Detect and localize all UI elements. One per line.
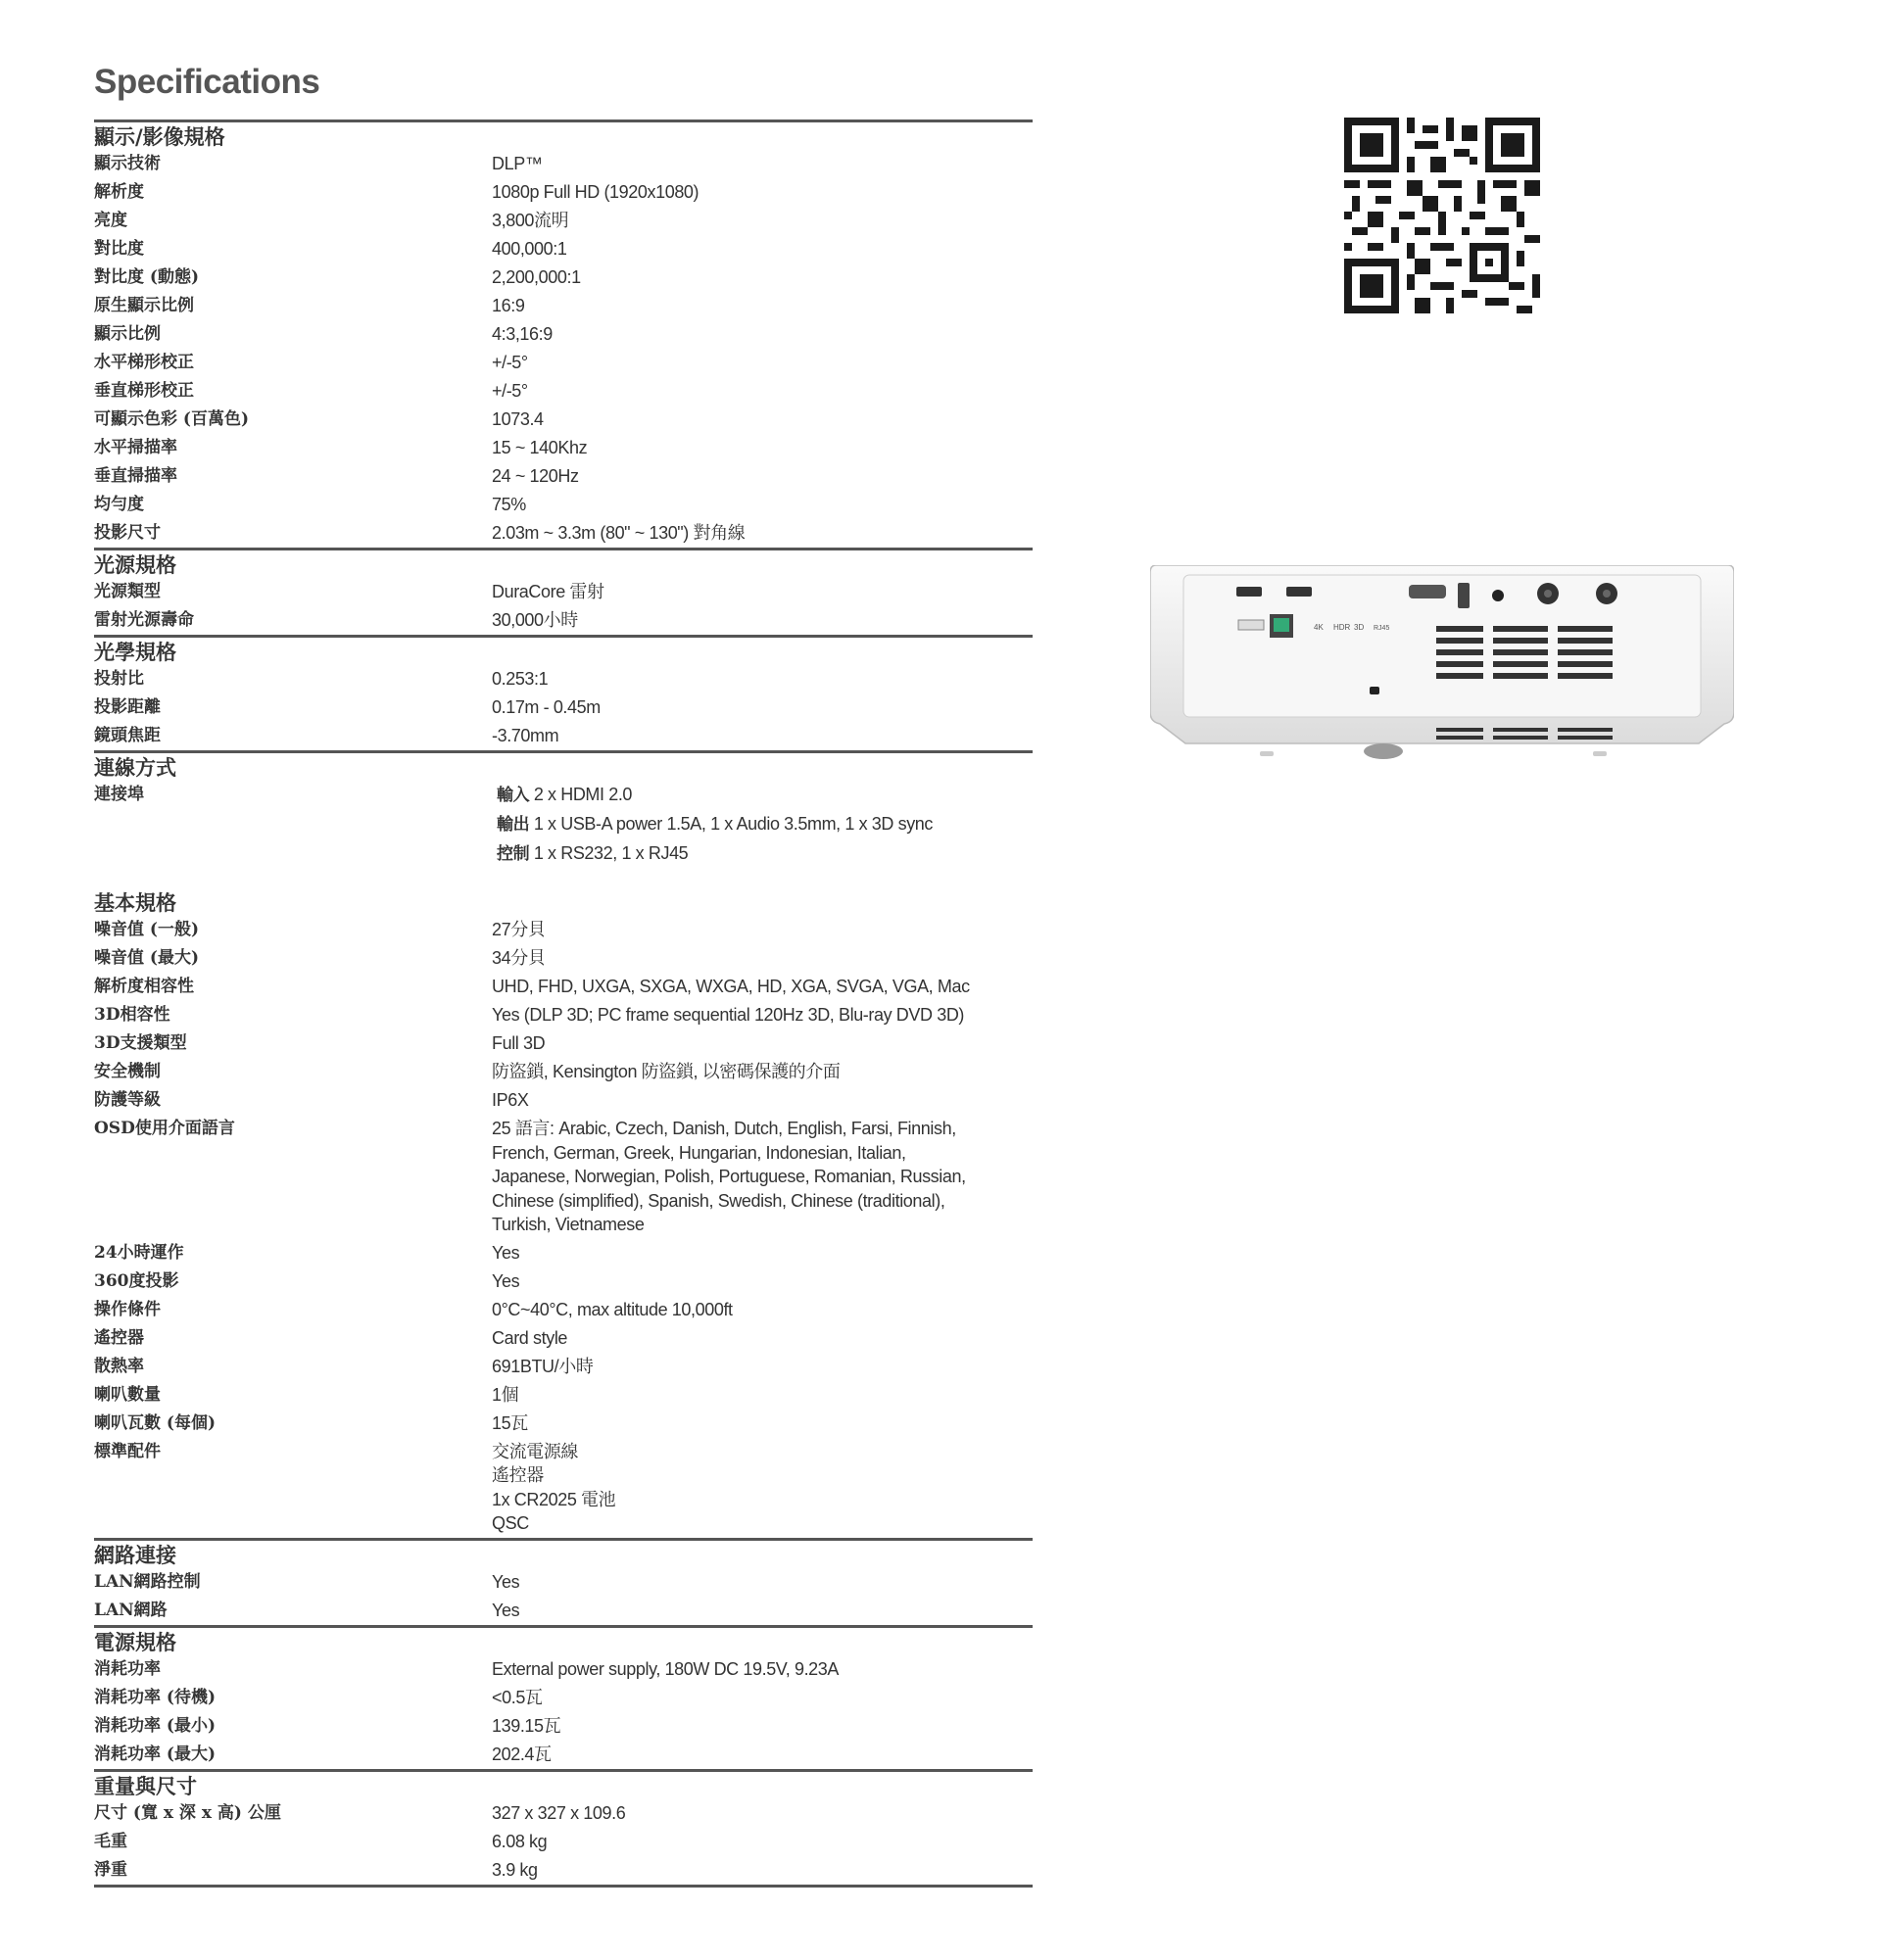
- spec-row: [94, 1856, 1033, 1885]
- spec-value: +/-5°: [492, 353, 528, 372]
- spec-row: [94, 1684, 1033, 1712]
- spec-row: [94, 292, 1033, 320]
- spec-row: [94, 1712, 1033, 1741]
- section-general: [94, 888, 1033, 1538]
- value-line: 1x CR2025 電池: [492, 1489, 616, 1509]
- spec-label: 水平掃描率: [94, 438, 177, 457]
- spec-row: [94, 693, 1033, 722]
- spec-row-ports: [94, 781, 1033, 869]
- spec-label: 24小時運作: [94, 1242, 184, 1263]
- value-line: 交流電源線: [492, 1441, 578, 1461]
- spec-row: [94, 207, 1033, 235]
- spec-value: DLP™: [492, 154, 543, 173]
- spec-label: 消耗功率: [94, 1658, 161, 1679]
- spec-value: 27分貝: [492, 920, 546, 939]
- spec-value: 1080p Full HD (1920x1080): [492, 182, 699, 202]
- spec-value: 1個: [492, 1384, 519, 1405]
- spec-row: [94, 434, 1033, 462]
- spec-row: [94, 1568, 1033, 1597]
- spec-value-ports: [492, 781, 1033, 869]
- section-title: 光源規格: [94, 552, 176, 577]
- spec-label: 對比度 (動態): [94, 267, 200, 287]
- spec-label: 亮度: [94, 211, 127, 230]
- spec-label: 原生顯示比例: [94, 296, 194, 315]
- ports-input-value: 2 x HDMI 2.0: [533, 785, 633, 804]
- spec-row: [94, 349, 1033, 377]
- badge-4k: 4K: [1314, 623, 1324, 632]
- spec-label: 垂直梯形校正: [94, 381, 194, 401]
- spec-row: [94, 1001, 1033, 1029]
- spec-row: [94, 263, 1033, 292]
- value-line: Japanese, Norwegian, Polish, Portuguese, Romanian, Russian,: [492, 1167, 966, 1186]
- spec-label: OSD使用介面語言: [94, 1119, 235, 1138]
- spec-row: [94, 1799, 1033, 1828]
- spec-row: [94, 519, 1033, 548]
- value-line: QSC: [492, 1513, 529, 1533]
- spec-value: +/-5°: [492, 381, 528, 401]
- spec-value: 327 x 327 x 109.6: [492, 1802, 626, 1823]
- spec-label: 均勻度: [94, 495, 144, 514]
- spec-row: [94, 1597, 1033, 1625]
- spec-row: [94, 235, 1033, 263]
- section-title: 重量與尺寸: [94, 1773, 197, 1798]
- spec-label: 可顯示色彩 (百萬色): [94, 409, 250, 429]
- spec-label: 操作條件: [94, 1299, 161, 1319]
- spec-row: [94, 1267, 1033, 1296]
- spec-row: [94, 406, 1033, 434]
- ports-control: [497, 839, 1033, 869]
- spec-row: [94, 1353, 1033, 1381]
- spec-label: 尺寸 (寬 x 深 x 高) 公厘: [94, 1802, 281, 1823]
- spec-row: [94, 178, 1033, 207]
- spec-value: 30,000小時: [492, 610, 578, 630]
- spec-value: 75%: [492, 495, 526, 514]
- spec-row: [94, 1029, 1033, 1058]
- spec-value: 3,800流明: [492, 211, 569, 230]
- spec-label: 淨重: [94, 1859, 127, 1880]
- spec-label: 光源類型: [94, 582, 161, 601]
- section-title: 基本規格: [94, 890, 176, 915]
- spec-row: [94, 665, 1033, 693]
- spec-value: <0.5瓦: [492, 1687, 543, 1707]
- projector-rear-image: [1150, 565, 1734, 761]
- spec-label: 水平梯形校正: [94, 353, 194, 372]
- spec-row: [94, 1086, 1033, 1115]
- spec-value: 16:9: [492, 296, 525, 315]
- section-optics: [94, 635, 1033, 750]
- ports-input-key: 輸入: [497, 786, 530, 805]
- spec-row: [94, 1239, 1033, 1267]
- spec-row-osd-languages: [94, 1115, 1033, 1239]
- spec-value: -3.70mm: [492, 726, 559, 745]
- spec-row: [94, 578, 1033, 606]
- spec-row: [94, 377, 1033, 406]
- spec-label: 顯示技術: [94, 154, 161, 173]
- value-line: French, German, Greek, Hungarian, Indonesian, Italian,: [492, 1142, 906, 1163]
- spec-label: 解析度: [94, 182, 144, 202]
- spec-value: Yes (DLP 3D; PC frame sequential 120Hz 3D, Blu-ray DVD 3D): [492, 1005, 965, 1025]
- ports-output: [497, 810, 1033, 839]
- spec-label: 鏡頭焦距: [94, 726, 161, 745]
- spec-label: 喇叭瓦數 (每個): [94, 1412, 217, 1433]
- badge-3d: 3D: [1354, 623, 1365, 632]
- spec-row: [94, 973, 1033, 1001]
- spec-label: 安全機制: [94, 1062, 161, 1081]
- spec-value: Yes: [492, 1270, 520, 1291]
- spec-label: 垂直掃描率: [94, 466, 177, 486]
- spec-row: [94, 1058, 1033, 1086]
- spec-label: 散熱率: [94, 1356, 144, 1376]
- section-title: 光學規格: [94, 640, 176, 664]
- spec-label: 解析度相容性: [94, 977, 194, 996]
- spec-row: [94, 606, 1033, 635]
- spec-value: 202.4瓦: [492, 1744, 552, 1764]
- section-title: 顯示/影像規格: [94, 124, 225, 149]
- spec-value: Yes: [492, 1600, 520, 1620]
- spec-value: 1073.4: [492, 409, 544, 429]
- spec-label: 防護等級: [94, 1090, 161, 1110]
- spec-value: Card style: [492, 1327, 568, 1348]
- spec-row: [94, 150, 1033, 178]
- ports-input: [497, 781, 1033, 810]
- value-line: Chinese (simplified), Spanish, Swedish, Chinese (traditional),: [492, 1190, 945, 1211]
- spec-row: [94, 1324, 1033, 1353]
- spec-value: 24 ~ 120Hz: [492, 466, 579, 486]
- spec-row: [94, 916, 1033, 944]
- section-title: 網路連接: [94, 1542, 176, 1567]
- spec-value: Yes: [492, 1242, 520, 1263]
- spec-value: 0.17m - 0.45m: [492, 697, 601, 717]
- spec-value: Full 3D: [492, 1033, 546, 1053]
- spec-value: 防盜鎖, Kensington 防盜鎖, 以密碼保護的介面: [492, 1062, 841, 1081]
- qr-code[interactable]: [1344, 118, 1540, 313]
- ports-output-key: 輸出: [497, 815, 530, 835]
- badge-rj45: RJ45: [1374, 625, 1390, 632]
- spec-row: [94, 1410, 1033, 1438]
- spec-row: [94, 1296, 1033, 1324]
- spec-label: 消耗功率 (最大): [94, 1744, 217, 1764]
- spec-value: 139.15瓦: [492, 1715, 561, 1736]
- spec-value: Yes: [492, 1571, 520, 1592]
- spec-label: 顯示比例: [94, 324, 161, 344]
- section-title: 電源規格: [94, 1629, 176, 1654]
- spec-row: [94, 722, 1033, 750]
- spec-row: [94, 1655, 1033, 1684]
- spec-table: [94, 120, 1033, 1888]
- section-power: [94, 1625, 1033, 1769]
- section-network: [94, 1538, 1033, 1625]
- spec-row: [94, 320, 1033, 349]
- spec-value: 34分貝: [492, 948, 546, 968]
- spec-value: 691BTU/小時: [492, 1356, 594, 1376]
- section-title: 連線方式: [94, 755, 176, 780]
- spec-label: 投射比: [94, 669, 144, 689]
- spec-value: 15瓦: [492, 1412, 528, 1433]
- spec-value: DuraCore 雷射: [492, 582, 604, 601]
- spec-label: 噪音值 (一般): [94, 920, 200, 939]
- spec-label: 連接埠: [94, 785, 144, 804]
- badge-hdr: HDR: [1333, 623, 1351, 632]
- ports-control-key: 控制: [497, 844, 530, 864]
- spec-label: 雷射光源壽命: [94, 610, 194, 630]
- spec-value: [492, 1115, 1033, 1239]
- spec-value: 3.9 kg: [492, 1859, 538, 1880]
- spec-value: 4:3,16:9: [492, 324, 553, 344]
- spec-label: LAN網路控制: [94, 1571, 201, 1592]
- spec-value: 15 ~ 140Khz: [492, 438, 588, 457]
- spec-value: 0°C~40°C, max altitude 10,000ft: [492, 1299, 733, 1319]
- spec-value: [492, 1438, 1033, 1538]
- spec-label: 3D支援類型: [94, 1033, 187, 1053]
- section-light-source: [94, 548, 1033, 635]
- spec-value: 400,000:1: [492, 239, 567, 259]
- spec-value: IP6X: [492, 1090, 529, 1110]
- spec-label: 標準配件: [94, 1441, 161, 1461]
- spec-row: [94, 491, 1033, 519]
- ports-output-value: 1 x USB-A power 1.5A, 1 x Audio 3.5mm, 1 x 3D sync: [533, 814, 934, 834]
- spec-value: External power supply, 180W DC 19.5V, 9.23A: [492, 1658, 840, 1679]
- section-connectivity: [94, 750, 1033, 888]
- spec-value: 6.08 kg: [492, 1831, 548, 1851]
- spec-label: 噪音值 (最大): [94, 948, 200, 968]
- spec-label: 喇叭數量: [94, 1384, 161, 1405]
- value-line: Turkish, Vietnamese: [492, 1215, 645, 1234]
- value-line: 遙控器: [492, 1465, 544, 1485]
- spec-label: 消耗功率 (待機): [94, 1687, 217, 1707]
- spec-row: [94, 462, 1033, 491]
- spec-row: [94, 1828, 1033, 1856]
- spec-label: 360度投影: [94, 1270, 179, 1291]
- ports-control-value: 1 x RS232, 1 x RJ45: [533, 843, 689, 863]
- spec-label: 投影距離: [94, 697, 161, 717]
- spec-label: 投影尺寸: [94, 523, 161, 543]
- spec-row: [94, 1741, 1033, 1769]
- section-display: [94, 120, 1033, 548]
- page-title: Specifications: [94, 63, 320, 101]
- spec-row: [94, 944, 1033, 973]
- spec-label: 3D相容性: [94, 1005, 170, 1025]
- spec-label: LAN網路: [94, 1600, 168, 1620]
- spec-value: 2.03m ~ 3.3m (80" ~ 130") 對角線: [492, 523, 746, 543]
- spec-label: 對比度: [94, 239, 144, 259]
- spec-value: UHD, FHD, UXGA, SXGA, WXGA, HD, XGA, SVGA, VGA, Mac: [492, 977, 970, 996]
- spec-value: 0.253:1: [492, 669, 549, 689]
- value-line: 25 語言: Arabic, Czech, Danish, Dutch, English, Farsi, Finnish,: [492, 1119, 956, 1138]
- spec-row: [94, 1381, 1033, 1410]
- spec-label: 毛重: [94, 1831, 127, 1851]
- spec-row-accessories: [94, 1438, 1033, 1538]
- spec-label: 消耗功率 (最小): [94, 1715, 217, 1736]
- section-dimensions: [94, 1769, 1033, 1888]
- spec-label: 遙控器: [94, 1327, 144, 1348]
- spec-value: 2,200,000:1: [492, 267, 581, 287]
